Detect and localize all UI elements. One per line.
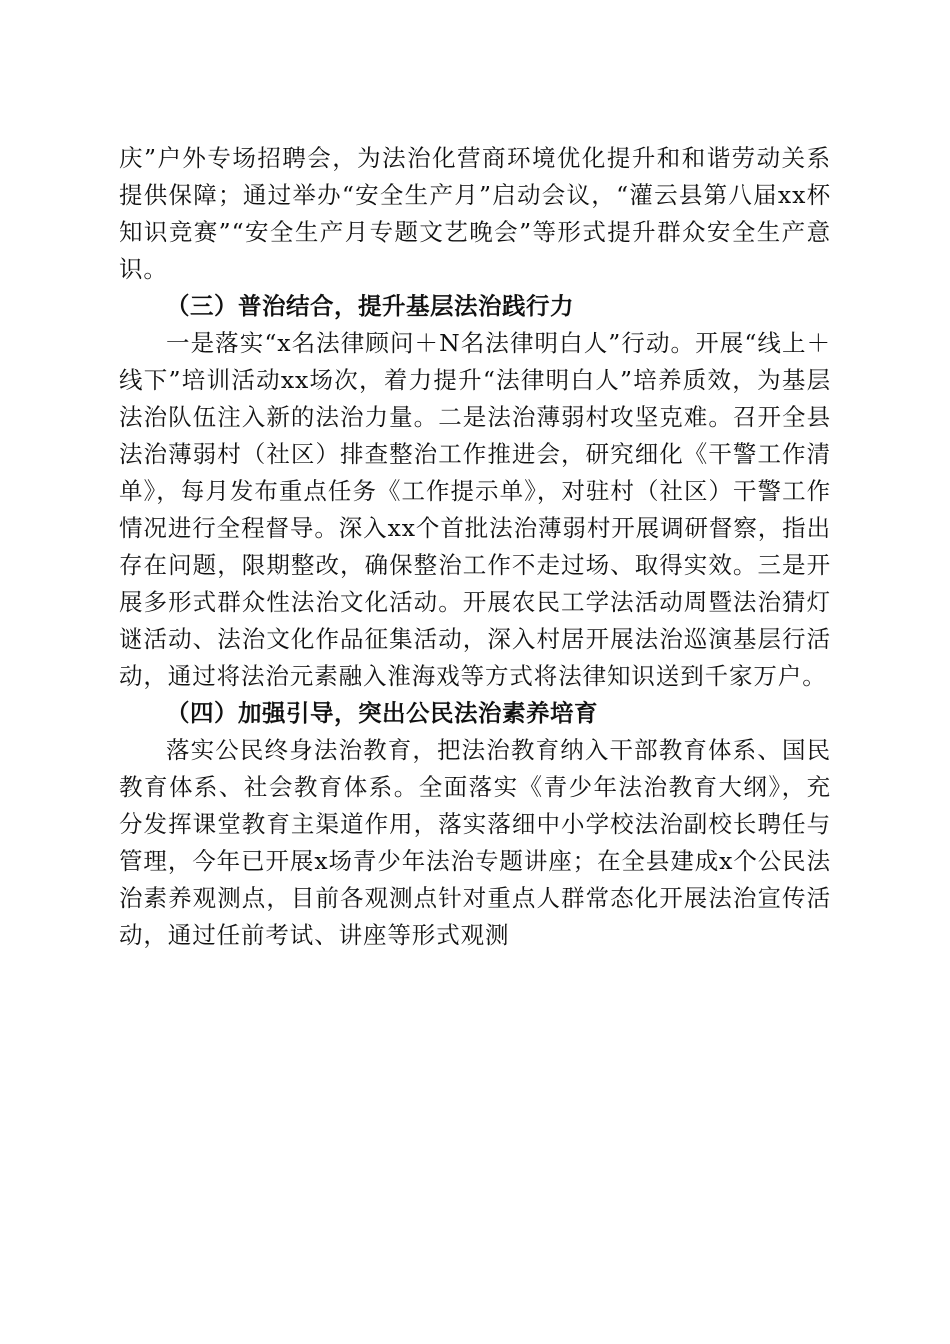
section-heading-3: （三）普治结合，提升基层法治践行力 xyxy=(166,292,574,320)
paragraph-employment-safety: 庆”户外专场招聘会，为法治化营商环境优化提升和和谐劳动关系提供保障；通过举办“安全生产月”启动会议，“灌云县第八届xx杯知识竞赛”“安全生产月专题文艺晚会”等形式提升群众安全生产意识。 xyxy=(119,144,831,283)
section-heading-4: （四）加强引导，突出公民法治素养培育 xyxy=(166,699,598,727)
paragraph-citizen-legal-literacy: 落实公民终身法治教育，把法治教育纳入干部教育体系、国民教育体系、社会教育体系。全面落实《青少年法治教育大纲》，充分发挥课堂教育主渠道作用，落实落细中小学校法治副校长聘任与管理，今年已开展x场青少年法治专题讲座；在全县建成x个公民法治素养观测点，目前各观测点针对重点人群常态化开展法治宣传活动，通过任前考试、讲座等形式观测 xyxy=(119,736,831,949)
document-page xyxy=(119,140,831,954)
paragraph-grassroots-rule-of-law: 一是落实“x名法律顾问＋N名法律明白人”行动。开展“线上＋线下”培训活动xx场次，着力提升“法律明白人”培养质效，为基层法治队伍注入新的法治力量。二是法治薄弱村攻坚克难。召开全县法治薄弱村（社区）排查整治工作推进会，研究细化《干警工作清单》，每月发布重点任务《工作提示单》，对驻村（社区）干警工作情况进行全程督导。深入xx个首批法治薄弱村开展调研督察，指出存在问题，限期整改，确保整治工作不走过场、取得实效。三是开展多形式群众性法治文化活动。开展农民工学法活动周暨法治猜灯谜活动、法治文化作品征集活动，深入村居开展法治巡演基层行活动，通过将法治元素融入淮海戏等方式将法律知识送到千家万户。 xyxy=(119,329,831,690)
